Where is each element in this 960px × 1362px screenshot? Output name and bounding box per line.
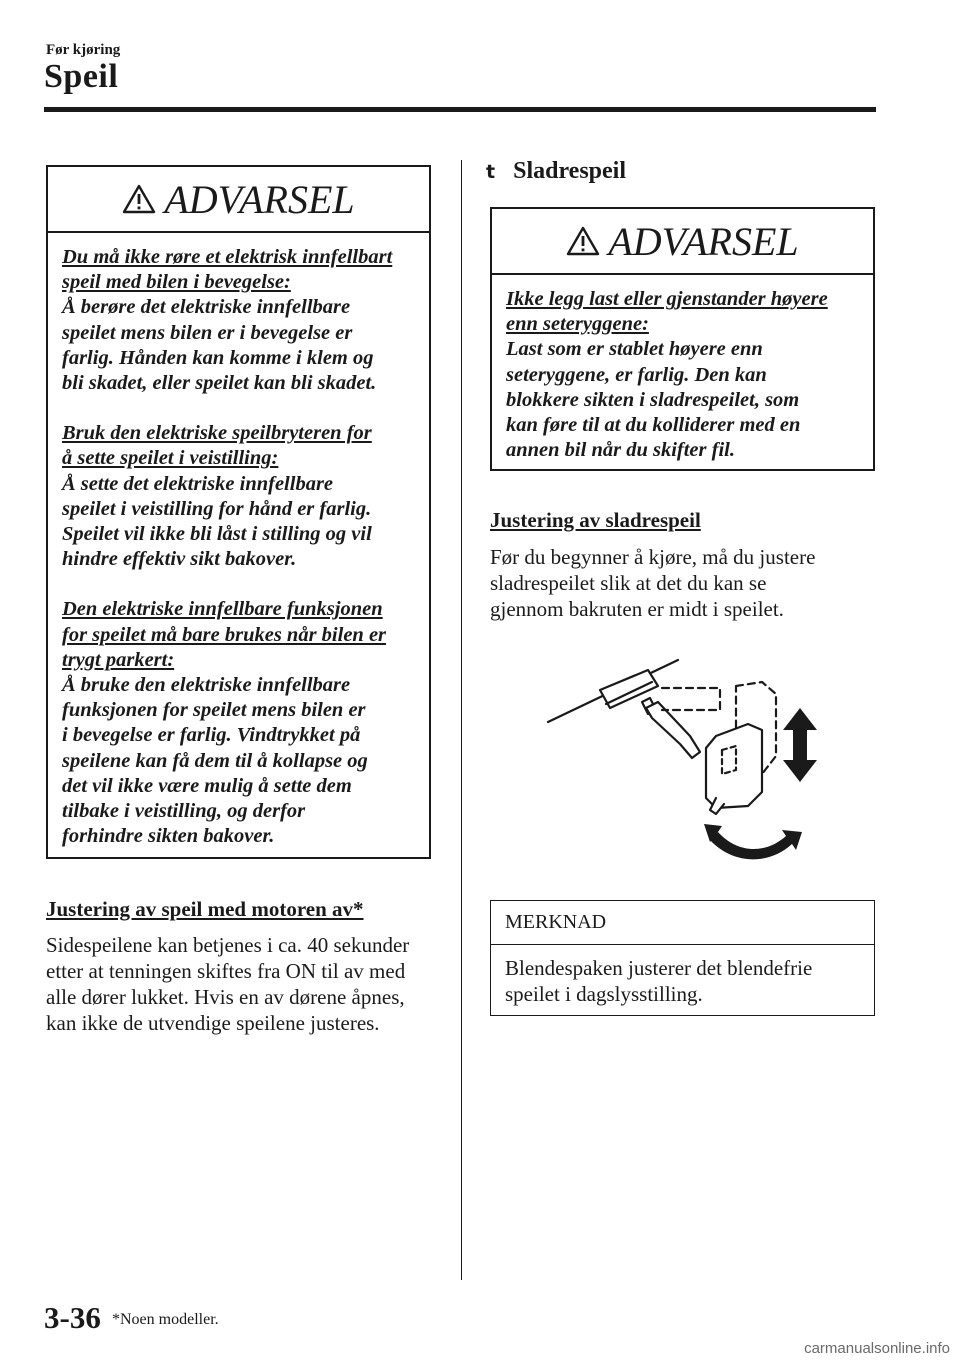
page-number: 3-36 xyxy=(44,1300,101,1335)
warning-text-line: Speilet vil ikke bli låst i stilling og vil xyxy=(62,523,372,546)
right-section-heading: Justering av sladrespeil xyxy=(490,508,701,532)
note-title: MERKNAD xyxy=(491,901,874,945)
body-line: Før du begynner å kjøre, må du justere xyxy=(490,545,816,569)
body-line: etter at tenningen skiftes fra ON til av med xyxy=(46,959,406,983)
page-title: Speil xyxy=(44,58,119,95)
left-warning-box xyxy=(46,165,431,859)
warning-heading-line: speil med bilen i bevegelse: xyxy=(62,271,291,294)
rotate-arrow-icon xyxy=(704,824,802,859)
note-line: Blendespaken justerer det blendefrie xyxy=(505,956,813,980)
left-warning-header xyxy=(48,167,429,233)
right-section-body xyxy=(490,544,890,622)
right-section-title-text: Sladrespeil xyxy=(513,158,627,184)
warning-heading-line: Den elektriske innfellbare funksjonen xyxy=(62,598,383,621)
warning-text-line: i bevegelse er farlig. Vindtrykket på xyxy=(62,724,361,747)
warning-heading-line: for speilet må bare brukes når bilen er xyxy=(62,623,387,646)
column-divider xyxy=(461,160,462,1280)
warning-text-line: speilet i veistilling for hånd er farlig. xyxy=(62,497,372,520)
warning-text-line: Last som er stablet høyere enn xyxy=(506,338,763,361)
right-warning-header xyxy=(492,209,873,275)
warning-text-line: hindre effektiv sikt bakover. xyxy=(62,548,297,571)
warning-triangle-icon xyxy=(122,184,156,214)
vertical-arrow-icon xyxy=(783,708,817,782)
right-section-title xyxy=(486,158,626,185)
warning-heading-line: Ikke legg last eller gjenstander høyere xyxy=(506,288,828,310)
warning-heading-line: å sette speilet i veistilling: xyxy=(62,447,279,470)
warning-heading-line: trygt parkert: xyxy=(62,648,175,671)
warning-text-line: farlig. Hånden kan komme i klem og xyxy=(62,346,374,369)
warning-text-line: speilene kan få dem til å kollapse og xyxy=(62,749,368,772)
section-marker: t xyxy=(486,161,496,183)
left-section-heading: Justering av speil med motoren av* xyxy=(46,897,364,921)
warning-text-line: blokkere sikten i sladrespeilet, som xyxy=(506,388,800,411)
header-rule xyxy=(44,107,876,112)
warning-heading-line: enn seteryggene: xyxy=(506,313,649,336)
warning-heading-line: Du må ikke røre et elektrisk innfellbart xyxy=(62,246,393,268)
warning-text-line: tilbake i veistilling, og derfor xyxy=(62,800,306,823)
body-line: Sidespeilene kan betjenes i ca. 40 sekunder xyxy=(46,933,410,957)
warning-text-line: bli skadet, eller speilet kan bli skadet. xyxy=(62,372,377,395)
note-box xyxy=(490,900,875,1016)
left-warning-body xyxy=(48,233,429,861)
warning-heading-line: Bruk den elektriske speilbryteren for xyxy=(62,422,372,445)
warning-text-line: annen bil når du skifter fil. xyxy=(506,439,735,462)
warning-text-line: Å berøre det elektriske innfellbare xyxy=(62,296,351,319)
warning-text-line: speilet mens bilen er i bevegelse er xyxy=(62,321,353,344)
section-label: Før kjøring xyxy=(46,42,121,58)
right-warning-body xyxy=(492,275,873,475)
note-body xyxy=(491,945,874,1019)
right-warning-title: ADVARSEL xyxy=(608,218,799,264)
warning-triangle-icon xyxy=(566,226,600,256)
watermark: carmanualsonline.info xyxy=(804,1340,950,1357)
left-section-body xyxy=(46,932,446,1036)
footnote: *Noen modeller. xyxy=(112,1311,219,1328)
warning-text-line: Å bruke den elektriske innfellbare xyxy=(62,674,351,697)
note-line: speilet i dagslysstilling. xyxy=(505,982,703,1006)
body-line: gjennom bakruten er midt i speilet. xyxy=(490,597,784,621)
body-line: kan ikke de utvendige speilene justeres. xyxy=(46,1011,380,1035)
right-warning-box xyxy=(490,207,875,471)
body-line: sladrespeilet slik at det du kan se xyxy=(490,571,767,595)
left-warning-title: ADVARSEL xyxy=(164,176,355,222)
warning-text-line: funksjonen for speilet mens bilen er xyxy=(62,699,366,722)
warning-text-line: det vil ikke være mulig å sette dem xyxy=(62,774,352,797)
warning-text-line: kan føre til at du kolliderer med en xyxy=(506,414,801,437)
warning-text-line: Å sette det elektriske innfellbare xyxy=(62,472,334,495)
body-line: alle dører lukket. Hvis en av dørene åpnes, xyxy=(46,985,405,1009)
warning-text-line: forhindre sikten bakover. xyxy=(62,825,275,848)
rearview-mirror-illustration xyxy=(540,658,840,863)
warning-text-line: seteryggene, er farlig. Den kan xyxy=(506,363,767,386)
